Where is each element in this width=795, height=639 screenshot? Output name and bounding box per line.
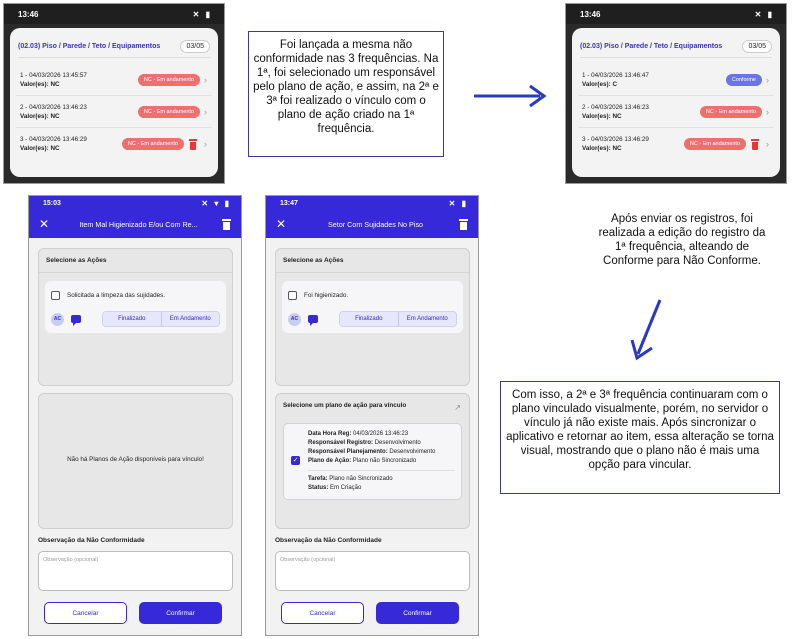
status-time: 13:46 [580,9,601,19]
status-time: 13:47 [280,199,298,207]
status-badge: NC - Em andamento [138,74,200,86]
comment-icon[interactable] [71,315,81,323]
screen-title: Item Mal Higienizado E/ou Com Re... [79,219,198,229]
item-title: (02.03) Piso / Parede / Teto / Equipamentos [18,43,161,50]
status-time: 15:03 [43,199,61,207]
row-value: Valor(es): NC [582,145,622,152]
action-checkbox[interactable] [288,291,297,300]
status-badge: NC - Em andamento [684,138,746,150]
actions-title: Selecione as Ações [39,249,232,273]
plan-checkbox-checked[interactable]: ✓ [292,457,299,464]
plan-field-value: Plano não Sincronizado [352,458,417,464]
item-counter: 03/05 [180,40,210,53]
status-badge: NC - Em andamento [138,106,200,118]
action-text: Solicitada a limpeza das sujidades. [67,291,166,299]
screen-title: Setor Com Sujidades No Piso [327,219,424,229]
annotation-note-edit: Após enviar os registros, foi realizada a edição do registro da 1ª frequência, alteando de Conforme para Não Conforme. [594,209,770,281]
segment-finalizado[interactable]: Finalizado [103,312,161,326]
status-badge: NC - Em andamento [122,138,184,150]
frequency-row[interactable] [16,128,212,160]
row-label: 3 - 04/03/2026 13:46:29 [582,136,649,143]
actions-panel [38,248,233,386]
plan-field-value: Plano não Sincronizado [329,476,393,482]
row-value: Valor(es): NC [582,112,622,120]
frequency-row[interactable] [16,96,212,128]
row-label: 1 - 04/03/2026 13:46:47 [582,71,649,79]
confirm-button[interactable]: Confirmar [376,602,459,624]
trash-icon[interactable] [459,219,468,230]
segment-em-andamento[interactable]: Em Andamento [161,312,220,326]
plan-field-value: 04/03/2026 13:46:23 [353,431,409,437]
segment-em-andamento[interactable]: Em Andamento [398,312,457,326]
plans-panel [275,393,470,529]
chevron-right-icon: › [766,74,769,85]
chevron-right-icon: › [204,139,207,149]
trash-icon[interactable] [750,139,760,150]
row-label: 3 - 04/03/2026 13:46:29 [20,136,87,143]
phone-screenshot-no-plans [28,195,242,636]
plan-field-label: Tarefa: [308,476,328,482]
chevron-right-icon: › [204,106,207,117]
actions-panel [275,248,470,386]
action-card [282,281,463,333]
phone-screenshot-before-edit [3,3,225,184]
plan-field-label: Responsável Registro: [308,440,374,446]
observation-field[interactable]: Observação (opcional) [275,551,470,591]
frequency-row[interactable] [16,64,212,96]
frequency-card [572,28,780,177]
phone-screenshot-after-edit [565,3,787,184]
row-value: Valor(es): NC [20,112,60,120]
action-text: Foi higienizado. [304,291,349,299]
action-checkbox[interactable] [51,291,60,300]
frequency-row[interactable] [578,96,774,128]
action-plan-card[interactable] [283,423,462,500]
cancel-button[interactable]: Cancelar [281,602,364,624]
empty-plans-message: Não há Planos de Ação disponíveis para vínculo! [67,456,204,463]
close-icon[interactable]: ✕ [276,217,287,231]
chevron-right-icon: › [204,74,207,85]
cancel-button[interactable]: Cancelar [44,602,127,624]
plan-field-label: Responsável Planejamento: [308,449,388,455]
item-counter: 03/05 [742,40,772,53]
trash-icon[interactable] [188,139,198,150]
row-value: Valor(es): NC [20,145,60,152]
status-icons: ✕ ▮ [448,198,468,208]
status-badge: Conforme [726,74,762,86]
avatar: AC [288,313,301,326]
plan-field-label: Data Hora Reg: [308,431,352,437]
frequency-row[interactable] [578,64,774,96]
close-icon[interactable]: ✕ [39,217,50,231]
plans-title: Selecione um plano de ação para vínculo [283,402,407,409]
comment-icon[interactable] [308,315,318,323]
row-label: 2 - 04/03/2026 13:46:23 [582,103,649,111]
plan-field-label: Plano de Ação: [308,458,352,464]
trash-icon[interactable] [222,219,231,230]
chevron-right-icon: › [766,139,769,149]
phone-screenshot-plan-linked [265,195,479,636]
observation-field[interactable]: Observação (opcional) [38,551,233,591]
actions-title: Selecione as Ações [276,249,469,273]
status-icons: ✕ ▮ [754,9,774,19]
row-value: Valor(es): NC [20,80,60,88]
row-value: Valor(es): C [582,80,617,88]
plan-field-label: Status: [308,485,329,491]
status-segmented-control [339,311,457,327]
avatar: AC [51,313,64,326]
observation-label: Observação da Não Conformidade [38,537,145,544]
segment-finalizado[interactable]: Finalizado [340,312,398,326]
chevron-right-icon: › [766,106,769,117]
observation-label: Observação da Não Conformidade [275,537,382,544]
status-icons: ✕ ▾ ▮ [201,198,231,208]
expand-icon[interactable]: ↗ [454,403,461,412]
arrow-right-icon [472,84,550,108]
app-bar [29,210,241,238]
row-label: 2 - 04/03/2026 13:46:23 [20,103,87,111]
row-label: 1 - 04/03/2026 13:45:57 [20,71,87,79]
action-card [45,281,226,333]
status-time: 13:46 [18,9,39,19]
plan-field-value: Desenvolvimento [374,440,421,446]
frequency-card [10,28,218,177]
item-title: (02.03) Piso / Parede / Teto / Equipamentos [580,43,723,50]
annotation-note-linking: Foi lançada a mesma não conformidade nas 3 frequências. Na 1ª, foi selecionado um responsável pelo plano de ação, e assim, na 2ª e 3ª foi realizado o vínculo com o plano de ação criado na 1ª frequência. [248,31,444,157]
status-icons: ✕ ▮ [192,9,212,19]
frequency-row[interactable] [578,128,774,160]
status-segmented-control [102,311,220,327]
confirm-button[interactable]: Confirmar [139,602,222,624]
status-badge: NC - Em andamento [700,106,762,118]
app-bar [266,210,478,238]
plan-field-value: Desenvolvimento [389,449,436,455]
arrow-down-icon [628,296,668,366]
annotation-note-sync: Com isso, a 2ª e 3ª frequência continuaram com o plano vinculado visualmente, porém, no servidor o vínculo já não existe mais. Após sincronizar o aplicativo e retornar ao item, essa alteração se torna visual, mostrando que o plano não é mais uma opção para vincular. [500,381,780,494]
plans-panel [38,393,233,529]
plan-field-value: Em Criação [330,485,362,491]
